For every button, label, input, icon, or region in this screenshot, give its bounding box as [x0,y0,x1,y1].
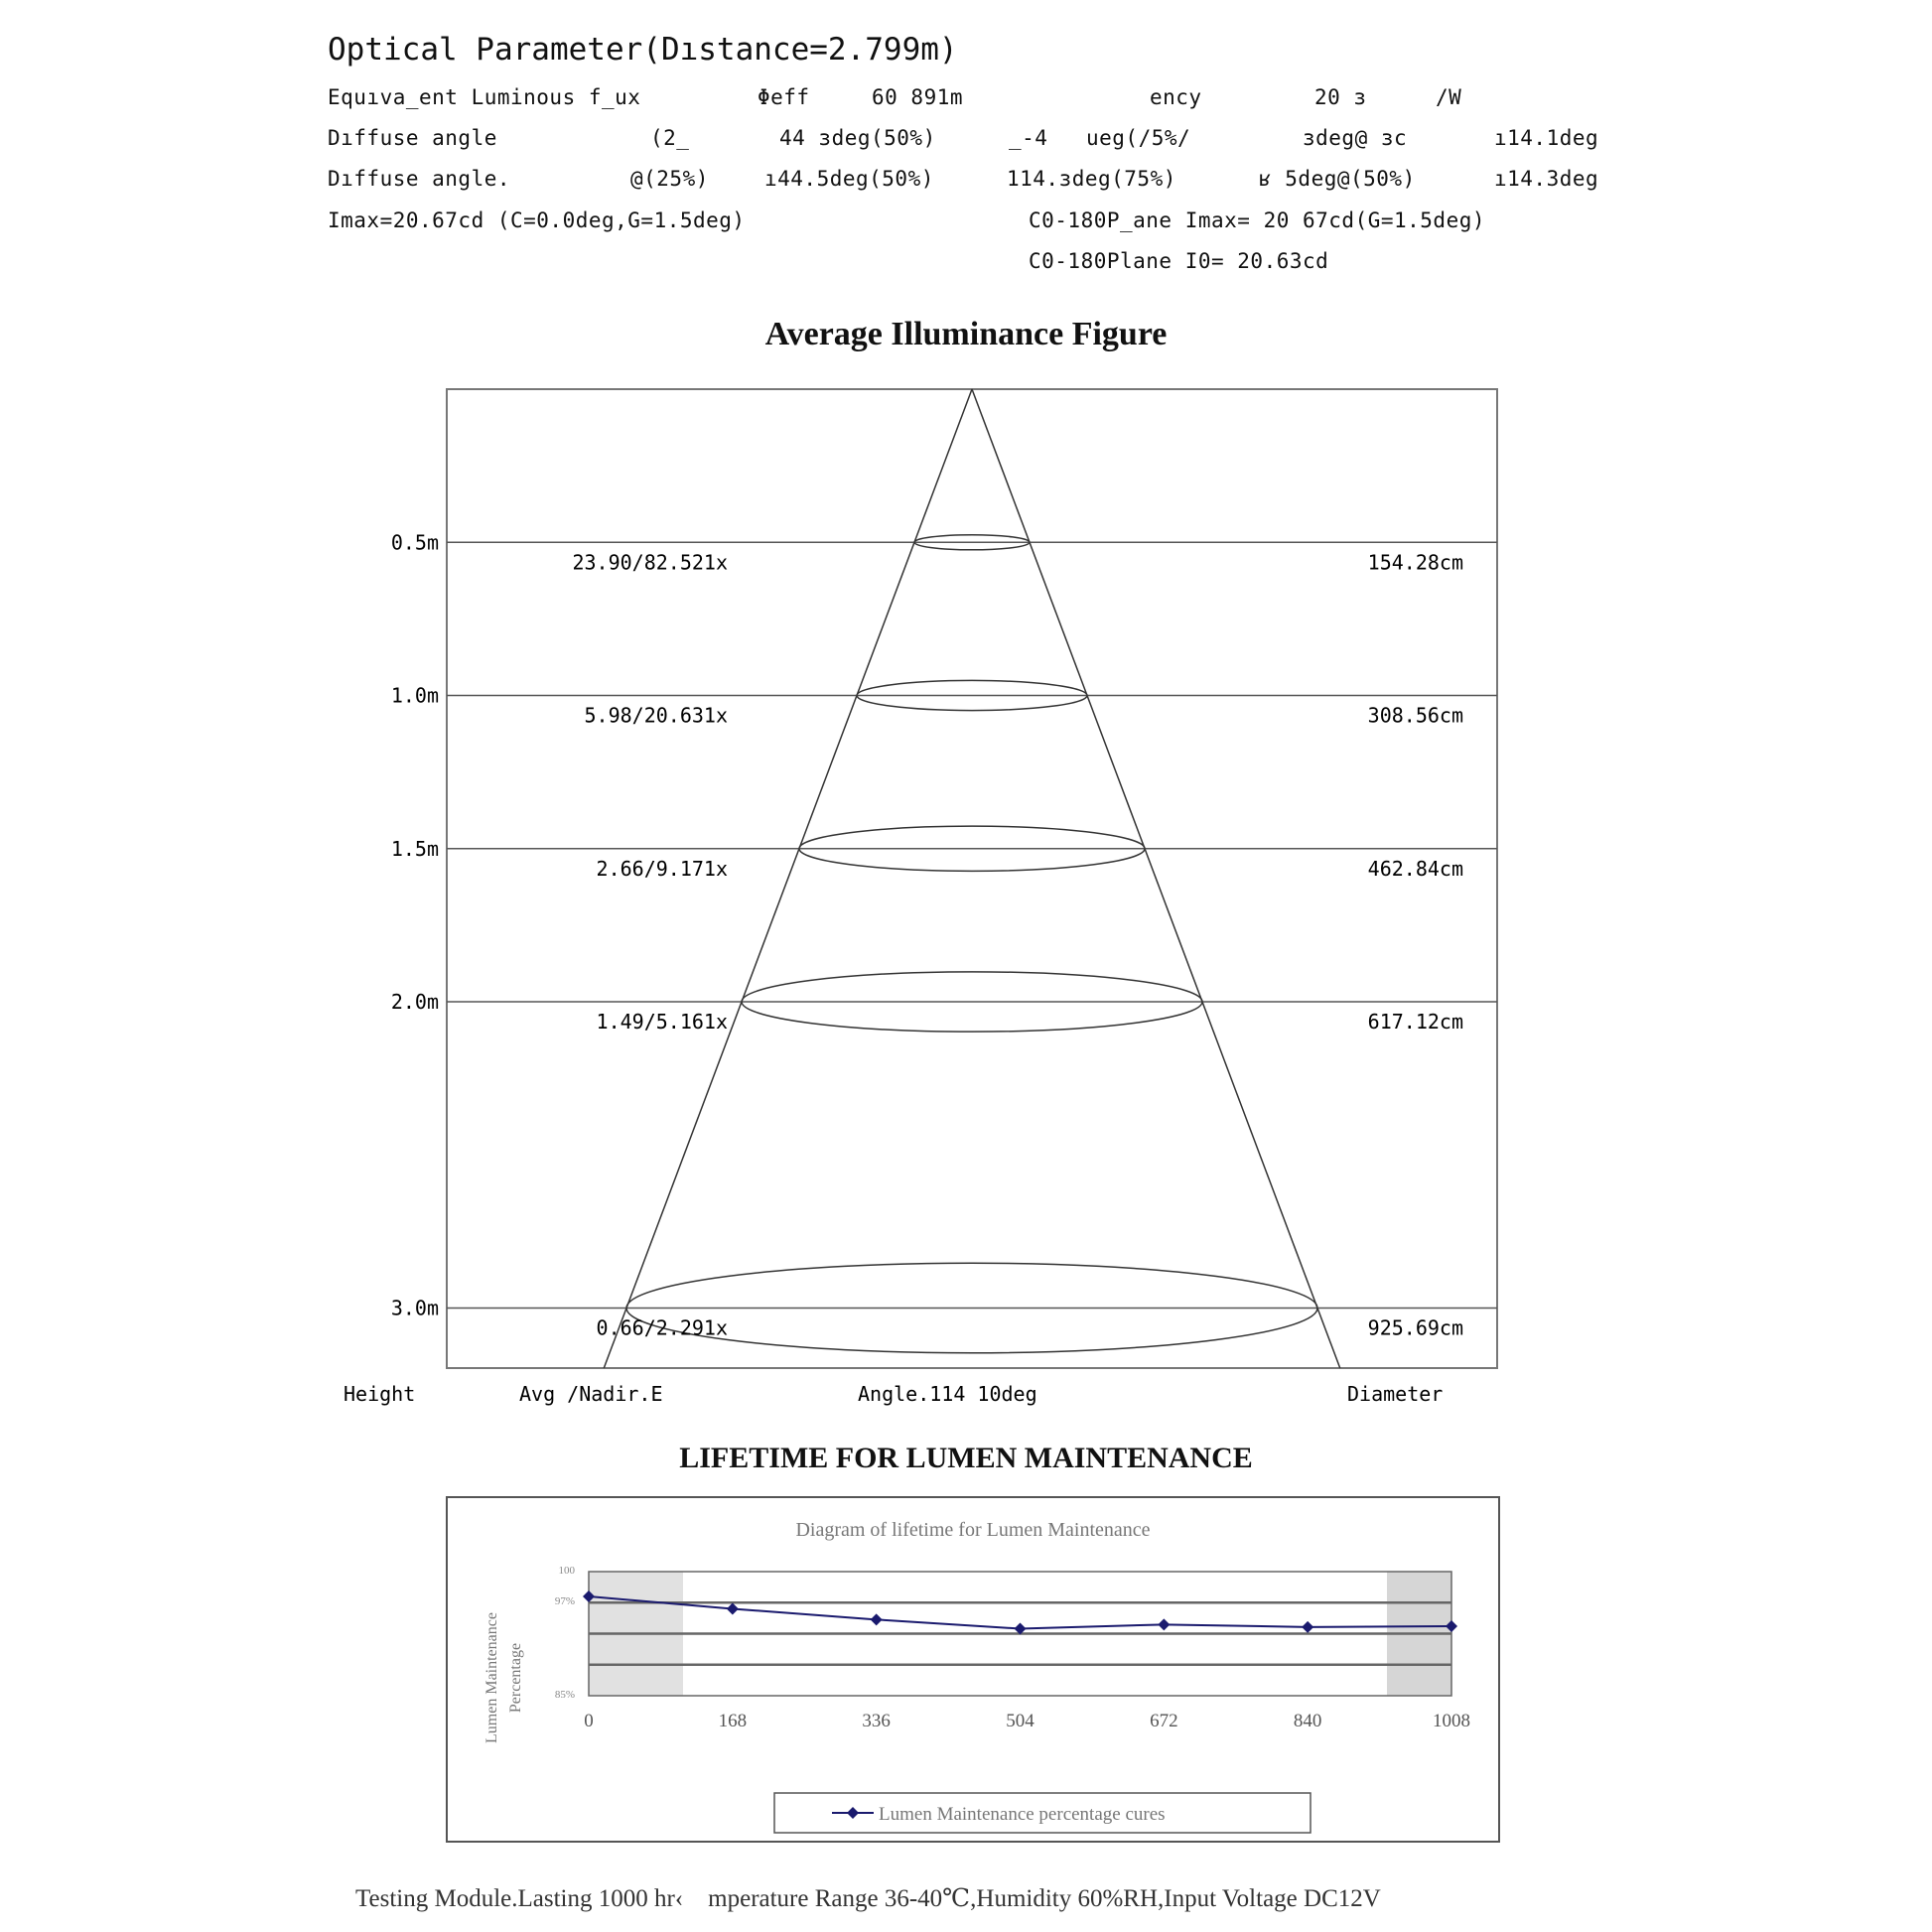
lifetime-x-tick-label: 504 [1006,1711,1035,1731]
angle-axis-label: Angle.114 10deg [858,1382,1037,1406]
lifetime-y-tick-label: 85% [554,1689,575,1701]
diameter-label: 308.56cm [1367,703,1463,728]
lifetime-x-tick-label: 336 [862,1711,891,1731]
param-row4-plane-imax: C0-180P_ane Imax= 20 67cd(G=1.5deg) [1029,208,1486,232]
diameter-label: 462.84cm [1367,856,1463,881]
lifetime-x-tick-label: 672 [1150,1711,1178,1731]
diameter-axis-label: Diameter [1347,1382,1444,1406]
lumen-maintenance-point [727,1603,739,1615]
avg-nadir-label: 23.90/82.521x [572,550,728,575]
height-tick-label: 3.0m [390,1296,439,1320]
optical-parameter-title: Optical Parameter(Dıstance=2.799m) [328,32,958,68]
lifetime-ylabel-2: Percentage [507,1642,524,1714]
param-row3-25: @(25%) [630,167,709,191]
param-row1-efficiency-label: ency [1150,85,1202,109]
param-row1-efficiency-value: 20 ɜ [1314,85,1367,109]
avg-nadir-label: 2.66/9.171x [596,856,728,881]
lifetime-x-tick-label: 168 [718,1711,748,1731]
avg-nadir-label: 0.66/2.291x [596,1315,728,1340]
param-row4-imax: Imax=20.67cd (C=0.0deg,G=1.5deg) [328,208,746,232]
cone-right-edge [972,389,1340,1368]
diameter-label: 925.69cm [1367,1315,1463,1340]
lifetime-chart-title: Diagram of lifetime for Lumen Maintenance [795,1519,1151,1541]
lifetime-y-tick-label: 100 [558,1565,575,1577]
param-row2-sep: _-4 [1009,126,1048,150]
param-row2-total: ı14.1deg [1494,126,1599,150]
height-tick-label: 0.5m [390,530,439,555]
lifetime-x-tick-label: 840 [1293,1711,1322,1731]
param-row2-25: (2_ [650,126,690,150]
lifetime-ylabel-1: Lumen Maintenance [483,1612,500,1743]
param-row2-50: 44 ɜdeg(50%) [779,126,936,150]
height-tick-label: 2.0m [390,990,439,1014]
lifetime-y-tick-label: 97% [554,1595,575,1607]
lifetime-section-title: LIFETIME FOR LUMEN MAINTENANCE [679,1442,1253,1474]
height-tick-label: 1.5m [390,836,439,861]
test-conditions-note: Testing Module.Lasting 1000 hr‹ mperature Range 36-40℃,Humidity 60%RH,Input Voltage DC12V [355,1885,1381,1912]
height-axis-label: Height [344,1382,416,1406]
param-row1-eff: Φeff [758,85,810,109]
param-row5-plane-i0: C0-180Plane I0= 20.63cd [1029,249,1329,273]
diameter-label: 617.12cm [1367,1010,1463,1034]
param-row2-75: ueg(/5%/ [1086,126,1191,150]
lifetime-chart [0,1489,1932,1847]
illuminance-chart [0,377,1932,1430]
height-tick-label: 1.0m [390,683,439,708]
lumen-maintenance-point [871,1613,883,1625]
lumen-maintenance-point [1302,1621,1313,1633]
param-row3-50b: ʁ 5deg@(50%) [1259,167,1416,191]
param-row3-label: Dıffuse angle. [328,167,511,191]
avg-nadir-label: 5.98/20.631x [584,703,728,728]
param-row1-label: Equıva_ent Luminous f_ux [328,85,641,109]
param-row3-50: ı44.5deg(50%) [764,167,934,191]
avg-axis-label: Avg /Nadir.E [519,1382,663,1406]
param-row3-total: ı14.3deg [1494,167,1599,191]
param-row1-flux: 60 891m [872,85,964,109]
avg-nadir-label: 1.49/5.161x [596,1010,728,1034]
lifetime-x-tick-label: 0 [584,1711,594,1731]
lifetime-x-tick-label: 1008 [1433,1711,1470,1731]
diameter-label: 154.28cm [1367,550,1463,575]
lifetime-legend-label: Lumen Maintenance percentage cures [879,1804,1166,1825]
illuminance-figure-title: Average Illuminance Figure [764,316,1168,352]
param-row1-unit: /W [1436,85,1462,109]
param-row2-50b: ɜdeg@ ɜc [1303,126,1408,150]
lumen-maintenance-point [1158,1618,1170,1630]
param-row3-75: 114.ɜdeg(75%) [1007,167,1176,191]
param-row2-label: Dıffuse angle [328,126,497,150]
